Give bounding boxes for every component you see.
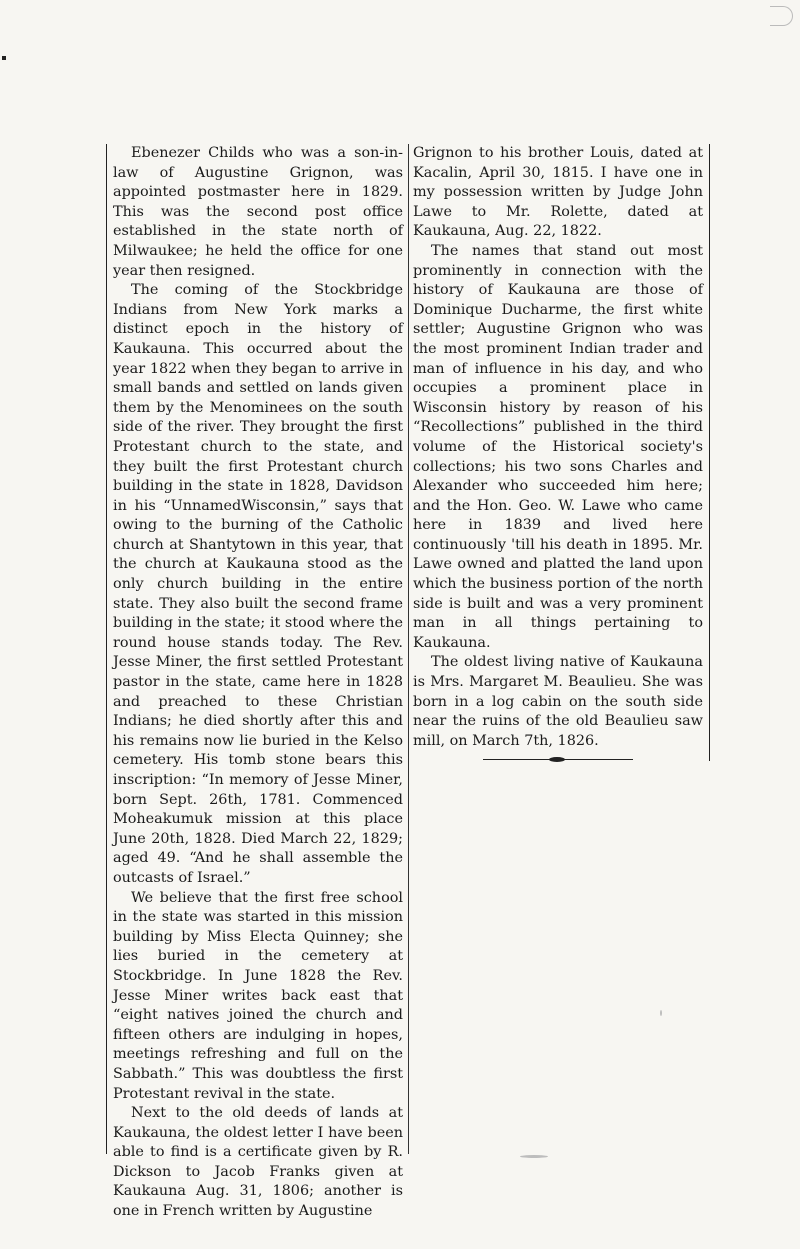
paragraph: We believe that the first free school in the state was started in this mission building by Miss Electa Quinney; she lies buried in the cemetery at Stockbridge. In June 1828 the Rev. Jesse Miner writes back east that “eight natives joined the church and fifteen others are indulging in hopes, meetings refreshing and full on the Sabbath.” This was doubtless the first Protestant revival in the state.	[113, 889, 403, 1102]
paragraph: The names that stand out most prominently in connection with the history of Kaukauna are those of Dominique Ducharme, the first white settler; Augustine Grignon who was the most prominent Indian trader and man of influence in his day, and who occupies a prominent place in Wisconsin history by reason of his “Recollections” published in the third volume of the Historical society's collections; his two sons Charles and Alexander who succeeded him here; and the Hon. Geo. W. Lawe who came here in 1839 and lived here continuously 'till his death in 1895. Mr. Lawe owned and platted the land upon which the business portion of the north side is built and was a very prominent man in all things pertaining to Kaukauna.	[413, 242, 703, 651]
right-column	[408, 144, 710, 761]
scan-smudge	[520, 1155, 548, 1158]
section-divider	[483, 759, 633, 761]
left-column	[106, 144, 409, 1220]
paragraph: The coming of the Stockbridge Indians from New York marks a distinct epoch in the history of Kaukauna. This occurred about the year 1822 when they began to arrive in small bands and settled on lands given them by the Menominees on the south side of the river. They brought the first Protestant church to the state, and they built the first Protestant church building in the state in 1828, Davidson in his “UnnamedWisconsin,” says that owing to the burning of the Catholic church at Shantytown in this year, that the church at Kaukauna stood as the only church building in the entire state. They also built the second frame building in the state; it stood where the round house stands today. The Rev. Jesse Miner, the first settled Protestant pastor in the state, came here in 1828 and preached to these Christian Indians; he died shortly after this and his remains now lie buried in the Kelso cemetery. His tomb stone bears this inscription: “In memory of Jesse Miner, born Sept. 26th, 1781. Commenced Moheakumuk mission at this place June 20th, 1828. Died March 22, 1829; aged 49. “And he shall assemble the outcasts of Israel.”	[113, 282, 403, 886]
corner-scan-mark	[770, 6, 793, 26]
margin-mark	[2, 56, 6, 60]
paragraph: Ebenezer Childs who was a son-in-law of Augustine Grignon, was appointed postmaster here in 1829. This was the second post office established in the state north of Milwaukee; he held the office for one year then resigned.	[113, 145, 403, 279]
scan-smudge	[660, 1010, 662, 1016]
paragraph: Next to the old deeds of lands at Kaukauna, the oldest letter I have been able to find is a certificate given by R. Dickson to Jacob Franks given at Kaukauna Aug. 31, 1806; another is one in French written by Augustine	[113, 1105, 403, 1220]
paragraph-continuation: Grignon to his brother Louis, dated at Kacalin, April 30, 1815. I have one in my possession written by Judge John Lawe to Mr. Rolette, dated at Kaukauna, Aug. 22, 1822.	[413, 145, 703, 240]
paragraph: The oldest living native of Kaukauna is Mrs. Margaret M. Beaulieu. She was born in a log cabin on the south side near the ruins of the old Beaulieu saw mill, on March 7th, 1826.	[413, 654, 703, 749]
